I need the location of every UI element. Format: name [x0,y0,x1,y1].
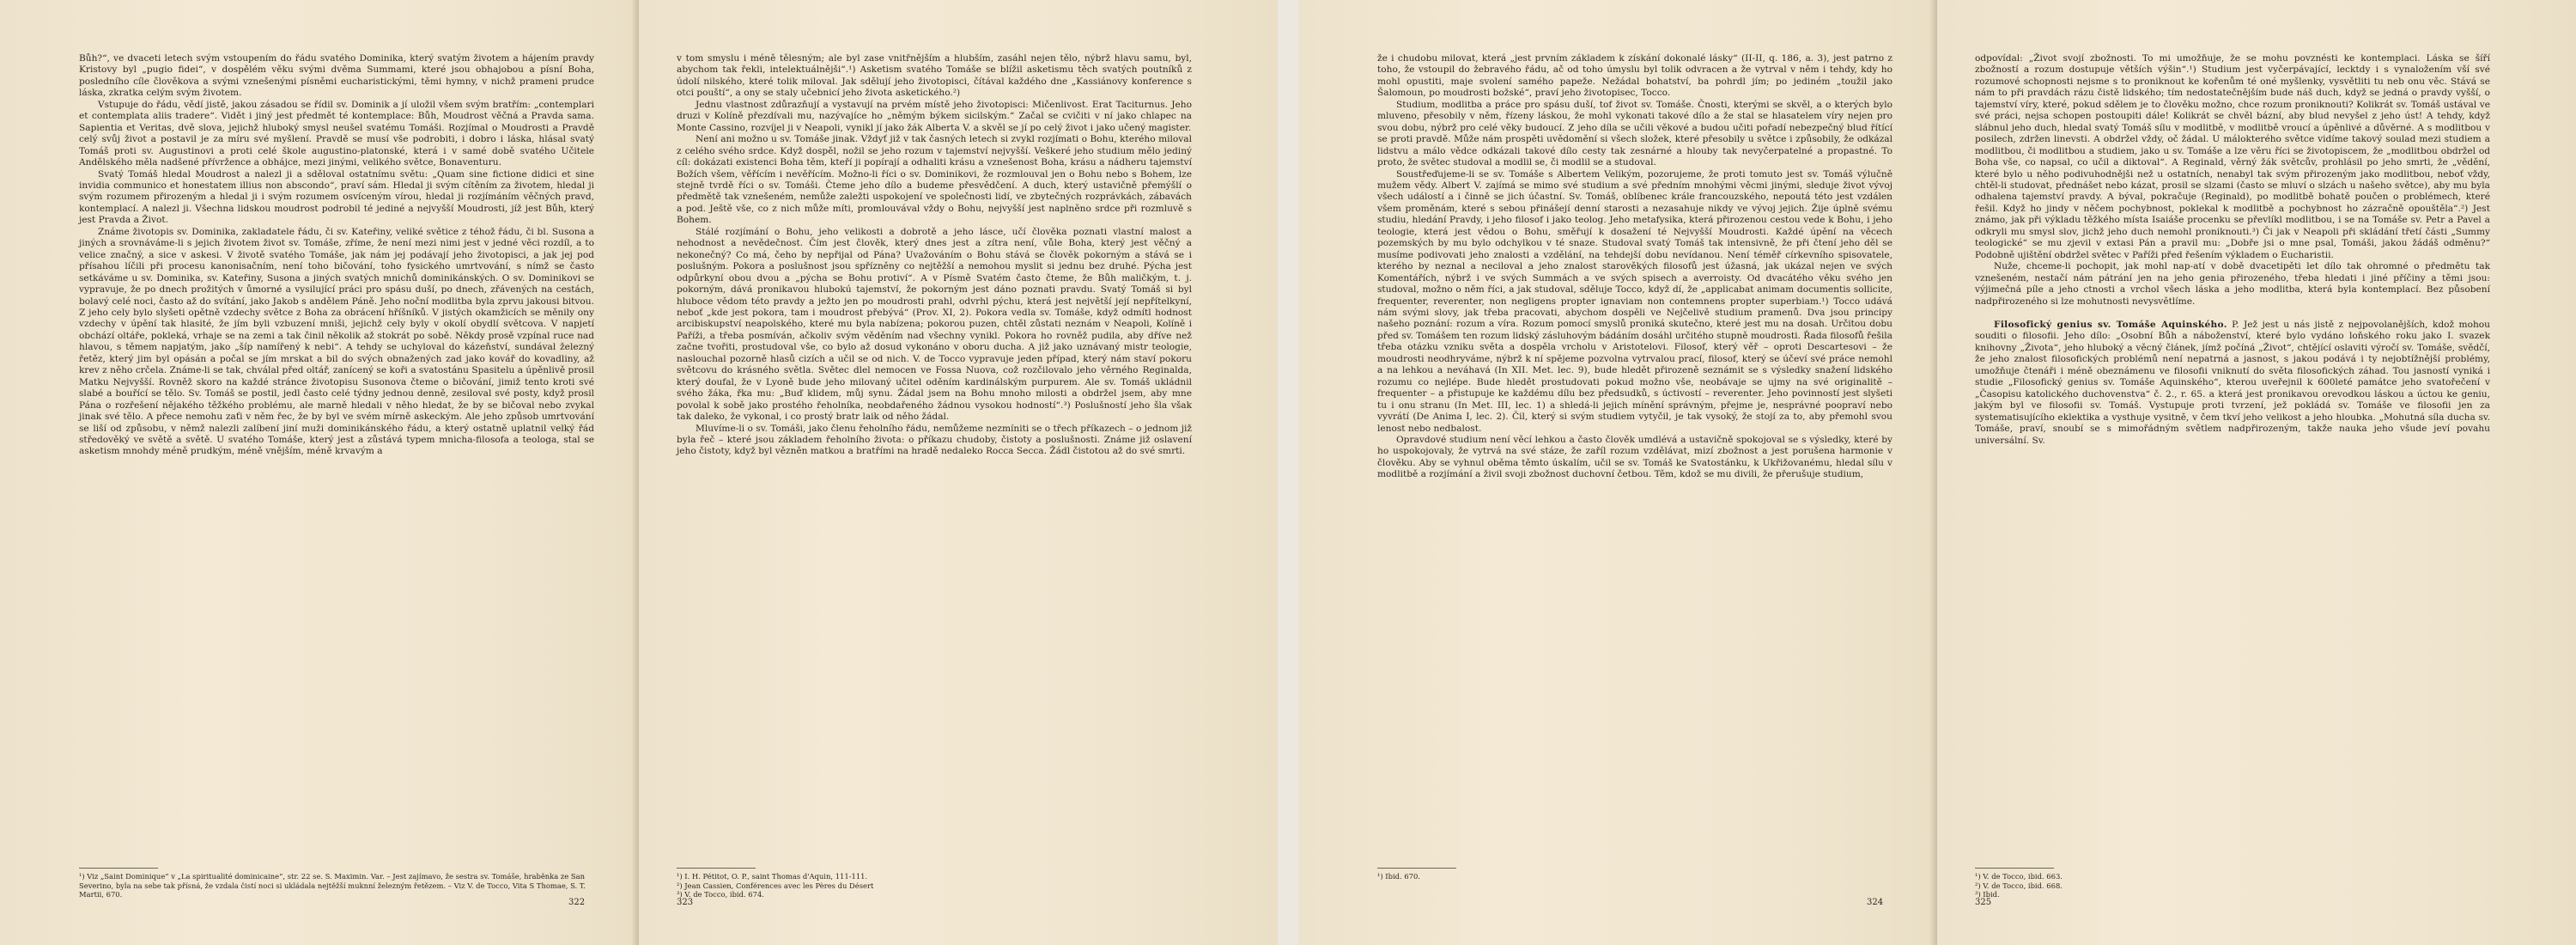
page-325 [1937,0,2576,945]
footnote: ³) V. de Tocco, ibid. 674. [677,890,764,899]
page-325-footnotes [1975,868,2490,899]
paragraph: Stálé rozjímání o Bohu, jeho velikosti a dobrotě a jeho lásce, učí člověka poznati vlastní malost a nehodnost a nevědečnost. Čím jest člověk, který dnes jest a zítra není, vůle Boha, který jest věčný a nekonečný? Co má, čeho by nepřijal od Pána? Uvažováním o Bohu stává se člověk pokorným a stává se i poslušným. Pokora a poslušnost jsou spřízněny co nejtěžší a nemohou myslit si jednu bez druhé. Pýcha jest odpůrkyní obou dvou a „pýcha se Bohu protiví“. A v Písmě Svatém často čteme, že Bůh maličkým, t. j. pokorným, dává pronikavou hlubokú tajemství, že pokorným jest dáno poznati pravdu. Svatý Tomáš si byl hluboce vědom této pravdy a ježto jen po moudrosti prahl, odvrhl pýchu, která jest největší její nepřítelkyní, neboť „kde jest pokora, tam i moudrost přebývá“ (Prov. XI, 2). Pokora vedla sv. Tomáše, když odmítl hodnost arcibiskupství neapolského, které mu byla nabízena; pokorou puzen, chtěl zůstati neznám v Neapoli, Kolíně i Paříži, a třeba posmíván, ačkoliv svým věděním nad všechny vynikl. Pokora ho rovněž pudila, aby dříve než začne tvořiti, prostudoval vše, co bylo až dosud vykonáno v oboru ducha. A již jako uznávaný mistr teologie, naslouchal pozorně hlasů cizích a učil se od nich. V. de Tocco vypravuje jeden případ, který nám staví pokoru světcovu do krásného světla. Světec dlel nemocen ve Fossa Nuova, což rozčilovalo jeho věrného Reginalda, který doufal, že v Lyoně bude jeho milovaný učitel oděním kardinálským purpurem. Ale sv. Tomáš ukládnil svého žáka, řka mu: „Buď klidem, můj synu. Žádal jsem na Bohu mnoho milosti a obdržel jsem, aby mne povolal k sobě jako prostého řeholníka, neobdařeného žádnou vysokou hodností“.³) Poslušností jeho šla však tak daleko, že vykonal, i co prostý bratr laik od něho žádal. [677,226,1192,423]
page-323-footnotes [677,868,1192,899]
page-number: 322 [568,898,586,907]
footnote: ²) Jean Cassien, Conférences avec les Pères du Désert [677,881,874,890]
paragraph: že i chudobu milovat, která „jest prvním základem k získání dokonalé lásky“ (II-II, q. 186, a. 3), jest patrno z toho, že vstoupil do žebravého řádu, ač od toho úmyslu byl tolik odvracen a že vytrval v něm i tehdy, kdy ho mohl opustiti, maje svolení samého papeže. Nežádal bohatství, ba pohrdl jím; po jediném „toužil jako Šalomoun, po moudrosti božské“, praví jeho životopisec, Tocco. [1377,53,1893,99]
page-322 [0,0,639,945]
page-number: 324 [1867,898,1884,907]
footnote: ¹) V. de Tocco, ibid. 663. [1975,872,2063,881]
paragraph: Není ani možno u sv. Tomáše jinak. Vždyť již v tak časných letech si zvykl rozjímati o Bohu, kterého miloval z celého svého srdce. Když dospěl, nožil se jeho rozum v tajemství nejvyšší. Veškeré jeho studium mělo jediný cíl: dokázati existenci Boha těm, kteří ji popírají a odhaliti krásu a vznešenost Boha, krásu a nádheru tajemství Božích všem, věřícím i nevěřícím. Možno-li říci o sv. Dominikovi, že rozmlouval jen o Bohu nebo s Bohem, lze stejně tvrdě říci o sv. Tomáši. Čteme jeho dílo a budeme přesvědčení. A duch, který ustavičně přemýšlí o předmětě tak vznešeném, nemůže zaležti uspokojení ve společnosti lidí, ve zbytečných rozprávkách, zábavách a pod. Ještě vše, co z nich může míti, promlouvával vždy o Bohu, nejvyšší jest naplněno srdce při rozmluvě s Bohem. [677,134,1192,226]
page-number: 325 [1975,898,1992,907]
left-spread [0,0,1278,945]
page-322-body [79,53,594,458]
paragraph: v tom smyslu i méně tělesným; ale byl zase vnitřnějším a hlubším, zasáhl nejen tělo, nýbrž hlavu samu, byl, abychom tak řekli, intelektuálnějši“.¹) Asketism svatého Tomáše se blížil asketismu těch svatých poutníků z údolí nilského, které tolik miloval. Jak sdělují jeho životopisci, čítával každého dne „Kassiánovy konference s otci pouští“, a ony se staly učebnicí jeho života asketického.²) [677,53,1192,99]
paragraph: Opravdové studium není věcí lehkou a často člověk umdlévá a ustavičně spokojoval se s výsledky, které by ho uspokojovaly, že vytrvá na své stáze, že zaříl rozum vzdělávat, mizí zbožnost a jest porušena harmonie v člověku. Aby se vyhnul oběma těmto úskalím, učil se sv. Tomáš ke Svatostánku, k Ukřižovanému, hledal sílu v modlitbě a rozjímání a živil svoji zbožnost duchovní četbou. Těm, kdož se mu divili, že přerušuje studium, [1377,434,1893,480]
footnote-rule [1975,868,2054,869]
page-323-body [677,53,1192,458]
paragraph: Mluvíme-li o sv. Tomáši, jako členu řeholního řádu, nemůžeme nezmíniti se o třech příkazech – o jednom již byla řeč – které jsou základem řeholního života: o příkazu chudoby, čistoty a poslušnosti. Známe již oslavení jeho čistoty, když byl vězněn matkou a bratřími na hradě nedaleko Rocca Secca. Žádl čistotou až do své smrti. [677,423,1192,457]
paragraph: odpovídal: „Život svojí zbožnosti. To mi umožňuje, že se mohu povznésti ke kontemplaci. Láska se šíří zbožností a rozum dostupuje větších výšin“.¹) Studium jest vyčerpávající, lecktdy i s vynaložením vší své rozumové schopnosti nejsme s to proniknout ke kořenům té oné myšlenky, vysvětliti tu neb onu věc. Stává se nám to při pravdách rázu čistě lidského; tím nedostatečnějším bude náš duch, když se jedná o pravdy vyšší, o tajemství víry, které, pokud sdělem je to člověku možno, chce rozum proniknouti? Kolikrát sv. Tomáš ustával ve své práci, nejsa schopen postoupiti dále! Kolikrát se chvěl bázní, aby blud nevyšel z jeho úst! A tehdy, když slábnul jeho duch, hledal svatý Tomáš sílu v modlitbě, v modlitbě vroucí a úpěnlivé a důvěrné. A s modlitbou v posilech, zdržen linevsti. A obdržel vždy, oč žádal. U málokterého světce vidíme takový soulad mezi studiem a modlitbou, či modlitbou a studiem, jako u sv. Tomáše a lze věru říci se životopiscem, že „modlitbou obdržel od Boha vše, co napsal, co učil a diktoval“. A Reginald, věrný žák světcův, prohlásil po jeho smrti, že „vědění, které bylo u něho podivuhodnějši než u ostatních, nenabyl tak svým přirozeným jako modlitbou, neboť vždy, chtěl-li studovat, přednášet nebo kázat, prosil se slzami (často se mluví o slzách u našeho světce), aby mu byla odhalena tajemství pravdy. A býval, pokračuje (Reginald), po modlitbě bohatě poučen o problémech, které řešil. Když ho jindy v něčem pochybnost, poklekal k modlitbě a pochybnost ho zázračně opouštěla“.²) Jest známo, jak při výkladu těžkého místa Isaiáše procenku se převlíkl modlitbou, i se na Tomáše sv. Petr a Pavel a odkryli mu smysl slov, jichž jeho duch nemohl proniknouti.³) Či jak v Neapoli při skládání třetí části „Summy teologické“ se mu zjevil v extasi Pán a pravil mu: „Dobře jsi o mne psal, Tomáši, jakou žádáš odměnu?“ Podobně ujištění obdržel světec v Paříži před řešením výkladem o Eucharistii. [1975,53,2490,260]
page-324 [1298,0,1937,945]
page-324-footnotes [1377,868,1893,881]
footnote: ¹) I. H. Pétitot, O. P., saint Thomas d'Aquin, 111-111. [677,872,868,881]
page-323 [639,0,1278,945]
footnote-rule [79,868,158,869]
footnote: ¹) Viz „Saint Dominique“ v „La spiritualité dominicaine“, str. 22 se. S. Maximin. Var. – Jest zajímavo, že sestra sv. Tomáše, hraběnka ze San Severino, byla na sebe tak přísná, že vzdala čistí noci si ukládala nejtěžší muknní železným řetězem. – Viz V. de Tocco, Vita S Thomae, S. T. Martii, 670. [79,872,586,899]
footnote: ²) V. de Tocco, ibid. 668. [1975,881,2063,890]
paragraph: Nuže, chceme-li pochopit, jak mohl nap-atí v době dvacetipěti let dílo tak ohromné o předmětu tak vznešeném, nestačí nám pátrání jen na jeho genia přirozeného, třeba hledati i jiné příčiny a těmi jsou: výjimečná píle a jeho ctnosti a vrchol všech láska a jeho modlitba, která byla kontemplací. Bez působení nadpřirozeného si lze mohutnosti nevysvětlíme. [1975,261,2490,307]
page-325-body [1975,53,2490,447]
section-heading: Filosofický genius sv. Tomáše Aquinského. [1994,319,2227,330]
page-324-body [1377,53,1893,481]
paragraph: Bůh?“, ve dvaceti letech svým vstoupením do řádu svatého Dominika, který svatým životem a hájením pravdy Kristovy byl „pugio fidei“, v dospělém věku svými dvěma Summami, které jsou obhajobou a písní Boha, posledního cíle člověkova a svými vznešenými písněmi eucharistickými, těmi hymny, v nichž prameni prudce láska, zkratka celým svým životem. [79,53,594,99]
paragraph: Vstupuje do řádu, vědí jistě, jakou zásadou se řídil sv. Dominik a jí uložil všem svým bratřím: „contemplari et contemplata aliis tradere“. Vidět i jiný jest předmět té kontemplace: Bůh, Moudrost věčná a Pravda sama. Sapientia et Veritas, dvě slova, jejichž hluboký smysl neušel svatému Tomáši. Rozjímal o Moudrosti a Pravdě celý svůj život a postavil je za míru své myšlení. Pravdě se musí vše podrobiti, i dobro i láska, hlásal svatý Tomáš proti sv. Augustinovi a proti celé škole augustino-platonské, která i v samé době svatého Učitele Andělského měla nadšené přívržence a obhájce, mezi jinými, velikého světce, Bonaventuru. [79,99,594,168]
footnote: ³) Ibid. [1975,890,2000,899]
paragraph: Známe životopis sv. Dominika, zakladatele řádu, či sv. Kateřiny, veliké světice z téhož řádu, či bl. Susona a jiných a srovnáváme-li s jejich životem život sv. Tomáše, zříme, že není mezi nimi jest v jedné věci rozdíl, a to velice značný, a sice v askesi. V životě svatého Tomáše, jak nám jej podávají jeho životopisci, a jak jej pod přísahou líčili při procesu kanonisačním, není toho bičování, toho fysického umrtvování, s nímž se často setkáváme u sv. Dominika, sv. Kateřiny, Susona a jiných svatých mnichů dominikánských. O sv. Dominikovi se vypravuje, že po dnech prožitých v ůmorné a vysilující práci pro spásu duší, po dnech, zřávených na cestách, bolavý celé noci, často až do svítání, jako Jakob s andělem Páně. Jeho noční modlitba byla zprvu jakousi bitvou. Z jeho cely bylo slyšeti opětně vzdechy světce z Boha za obrácení hříšníků. V jistých okamžicích se měnily ony vzdechy v úpění tak hlasité, že jím byli vzbuzení mniši, jejichž cely byly v okolí obydlí světcova. V napjetí obchází oltáře, pokleká, vrhaje se na zemi a tak činil několik až stokrát po sobě. Někdy prosě vzpínal ruce nad hlavou, s těmem napjatým, jako „šíp namířený k nebi“. A tehdy se uchyloval do kázeňství, sundával železný řetěz, který jim byl opásán a počal se jím mrskat a bil do svých obnažených zad jako kovář do kovadliny, až krev z něho crčela. Známe-li se tak, chválal před oltář, zanícený se koři a svatostánu Spasitelu a úpěnlivě prosil Matku Nejvyšší. Rovněž skoro na každé stránce životopisu Susonova čteme o bičování, jimiž tento kroti své slabé a bouřící se tělo. Sv. Tomáš se postil, jedl často celé týdny jednou denně, zesiloval své posty, když prosil Pána o rozřešení nějakého těžkého problému, ale marně hledali v něho hledat, že by se bičoval nebo zvykal jinak své tělo. A přece nemohu zaťi v něm řec, že by byl ve svém mírně askeckým. Ale jeho způsob umrtvování se liší od způsobu, v němž nalezli zalíbení jiní muži dominikánského řádu, a který ostatně uplatnil velký řád středověký ve světě a světě. U svatého Tomáše, který jest a zůstává typem mnicha-filosofa a teologa, stal se asketism mnohdy méně prudkým, méně vnějším, méně krvavým a [79,226,594,457]
section-paragraph [1975,320,2490,447]
paragraph: Jednu vlastnost zdůrazňují a vystavují na prvém místě jeho životopisci: Mičenlivost. Erat Taciturnus. Jeho druzi v Kolíně přezdívali mu, nazývajíce ho „němým býkem sicilským.“ Začal se cvičiti v ní jako chlapec na Monte Cassino, rozvíjel ji v Neapoli, vynikl jí jako žák Alberta V. a skvěl se jí po celý život i jako učený magister. [677,99,1192,133]
right-spread [1298,0,2576,945]
paragraph: Svatý Tomáš hledal Moudrost a nalezl ji a sděloval ostatnímu světu: „Quam sine fictione didici et sine invidia communico et honestatem illius non abscondo“, praví sám. Hledal ji svým cítěním za životem, hledal ji svým rozumem přirozeným a hledal ji i svým rozumem osvíceným vírou, hledal ji rozjímáním věčných pravd, kontemplací. A nalezl ji. Všechna lidskou moudrost podrobil té jediné a nejvyšší Moudrosti, jíž jest Bůh, který jest Pravda a Život. [79,168,594,226]
footnote: ¹) Ibid. 670. [1377,872,1420,881]
paragraph: Soustřeďujeme-li se sv. Tomáše s Albertem Velikým, pozorujeme, že proti tomuto jest sv. Tomáš výlučně mužem vědy. Albert V. zajímá se mimo své studium a své předním mnohými věcmi jinými, sleduje život vývoj všech událostí a i činně se jich účastní. Sv. Tomáš, oblíbenec krále francouzského, nepoutá této jest vzdálen všem proměnám, které s sebou přinášejí denní starosti a nezasahuje nikdy ve vývoj jejich. Žije úplně svému studiu, hledání Pravdy, i jeho filosof i jako teolog. Jeho metafysika, která přirozenou cestou vede k Bohu, i jeho teologie, která jest vědou o Bohu, směřují k dosažení té Nejvyšší Moudrosti. Každé úpění na věcech pozemských by mu bylo odchylkou v té snaze. Studoval svatý Tomáš tak intensivně, že při čtení jeho děl se musíme podivovati jeho znalosti a vzdělání, na tehdejší dobu nevídanou. Není téměř církevního spisovatele, kterého by neznal a neciloval a jeho znalost starověkých filosofů jest úžasná, jak ukázal nejen ve svých Komentářích, nýbrž i ve svých Summách a ve svých spisech a averroisty. Od dvacátého věku svého jen studoval, možno o něm říci, a jak studoval, sděluje Tocco, když dí, že „applicabat animam documentis sollicite, frequenter, reverenter, non negligens propter ignaviam non contemnens propter superbiam.¹) Tocco udává nám svými slovy, jak třeba pracovati, abychom dospěli ve Nejčelivě studium pramenů. Dva jsou principy našeho poznání: rozum a víra. Rozum pomocí smyslů proniká skutečno, které jest mu na dosah. Určitou dobu před sv. Tomášem ten rozum lidský zásluhovým bádáním dosáhl určitého stupně moudrosti. Řada filosofů řešila třeba otázku vzniku světa a dospěla vrcholu v Aristotelovi. Filosof, který věř – oproti Descartesovi – že moudrosti neodhryváme, nýbrž k ní spějeme pozvolna vytrvalou prací, filosof, který se účeví své práce nemohl a na lehkou a neváhavá (In XII. Met. lec. 9), bude hledět přirozeně seznámit se s výsledky snažení lidského rozumu co nejlépe. Bude hledět prostudovati pokud možno vše, neobávaje se ujmy na své originalitě – frequenter – a přistupuje ke každému dílu bez předsudků, s úctivostí – reverenter. Jeho povinností jest slyšeti tu i onu stranu (In Met. III, lec. 1) a shledá-li jejich mínění správným, přejme je, nesprávné poopraví nebo vyvrátí (De Anima I, lec. 2). Čil, který si svým studiem vytyčil, je tak vysoký, že stojí za to, aby přemohl svou lenost nebo nedbalost. [1377,168,1893,434]
paragraph: Studium, modlitba a práce pro spásu duší, tof život sv. Tomáše. Čnosti, kterými se skvěl, a o kterých bylo mluveno, přesobily v něm, řízeny láskou, že mohl vykonati takové dílo a že stal se hlasatelem víry nejen pro svou dobu, nýbrž pro celé věky budoucí. Z jeho díla se učili věkové a budou učiti pořadí nebezpečný blud řítící se proti pravdě. Může nám prospěti uvědomění si všech složek, které přesobily u světce i způsobily, že odkázal lidstvu a málo vědce odkázali takové dílo cesty tak zesnárné a hlouby tak nevyčerpatelné a propastné. To proto, že světec studoval a modlil se, či modlil se a studoval. [1377,99,1893,168]
footnote-rule [677,868,756,869]
page-322-footnotes [79,868,594,899]
section-text: P. Jež jest u nás jistě z nejpovolanějších, kdož mohou souditi o filosofii. Jeho dílo: „Osobní Bůh a náboženství, které bylo vydáno loňského roku jako I. svazek knihovny „Života“, jeho hluboký a věcný článek, jímž počíná „Život“, chtějící oslaviti výročí sv. Tomáše, svědčí, že jeho znalost filosofických problémů není nepatrná a jasnost, s jakou podává i ty nejobtížnější problémy, umožňuje čtenáři i méně obeznámenu ve filosofii vniknutí do světa filosofických záhad. Tou jasností vyniká i studie „Filosofický genius sv. Tomáše Aquinského“, kterou uveřejnil k 600leté památce jeho svatořečení v „Časopisu katolického duchovenstva“ č. 2., r. 65. a která jest pronikavou orevodkou láskou a úctou ke geniu, jakým byl ve filosofii sv. Tomáš. Vystupuje proti tvrzení, jež pokládá sv. Tomáše ve filosofii jen za systematisujícího eklektika a vysthuje vysitně, v čem tkví jeho velikost a jeho hloubka. „Mohutná síla ducha sv. Tomáše, praví, snoubí se s mimořádným světlem nadpřirozeným, takže nauka jeho všude jeví povahu universální. Sv. [1975,319,2490,446]
page-number: 323 [677,898,694,907]
footnote-rule [1377,868,1456,869]
spread-gap [1278,0,1298,945]
